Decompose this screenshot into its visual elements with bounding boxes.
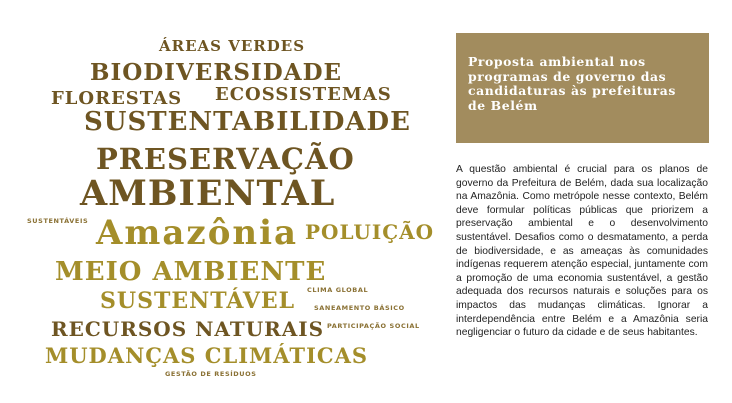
body-paragraph: A questão ambiental é crucial para os planos de governo da Prefeitura de Belém, dada sua localização na Amazônia. Como metrópole nesse contexto, Belém deve formular políticas públicas que priorizem a preservação ambiental e o desenvolvimento sustentável. Desafios como o desmatamento, a perda de biodiversidade, e as ameaças às comunidades indígenas requerem atenção especial, juntamente com a promoção de uma economia sustentável, a gestão adequada dos recursos naturais e soluções para os impactos das mudanças climáticas. Ignorar a interdependência entre Belém e a Amazônia seria negligenciar o futuro da cidade e de seus habitantes. xyxy=(456,164,708,339)
title-text: Proposta ambiental nos programas de governo das candidaturas às prefeituras de Belém xyxy=(468,54,677,113)
word-florestas: FLORESTAS xyxy=(51,88,183,109)
word-sustentabilidade: SUSTENTABILIDADE xyxy=(84,107,411,137)
word-ambiental: AMBIENTAL xyxy=(80,173,336,214)
word-saneamento-basico: SANEAMENTO BÁSICO xyxy=(314,304,405,312)
word-recursos-naturais: RECURSOS NATURAIS xyxy=(51,317,325,341)
word-biodiversidade: BIODIVERSIDADE xyxy=(90,59,343,86)
title-box xyxy=(456,33,709,143)
word-preservacao: PRESERVAÇÃO xyxy=(96,142,355,176)
word-gestao-de-residuos: GESTÃO DE RESÍDUOS xyxy=(165,370,257,378)
word-amazonia: Amazônia xyxy=(96,213,299,253)
word-areas-verdes: ÁREAS VERDES xyxy=(159,37,306,55)
word-sustentavel: SUSTENTÁVEL xyxy=(100,288,296,314)
word-meio-ambiente: MEIO AMBIENTE xyxy=(55,257,327,287)
word-mudancas-climaticas: MUDANÇAS CLIMÁTICAS xyxy=(45,343,369,368)
word-participacao-social: PARTICIPAÇÃO SOCIAL xyxy=(327,322,420,330)
word-sustentaveis: SUSTENTÁVEIS xyxy=(27,217,89,225)
word-clima-global: CLIMA GLOBAL xyxy=(307,286,369,294)
word-ecossistemas: ECOSSISTEMAS xyxy=(215,84,392,105)
word-poluicao: POLUIÇÃO xyxy=(305,220,435,244)
